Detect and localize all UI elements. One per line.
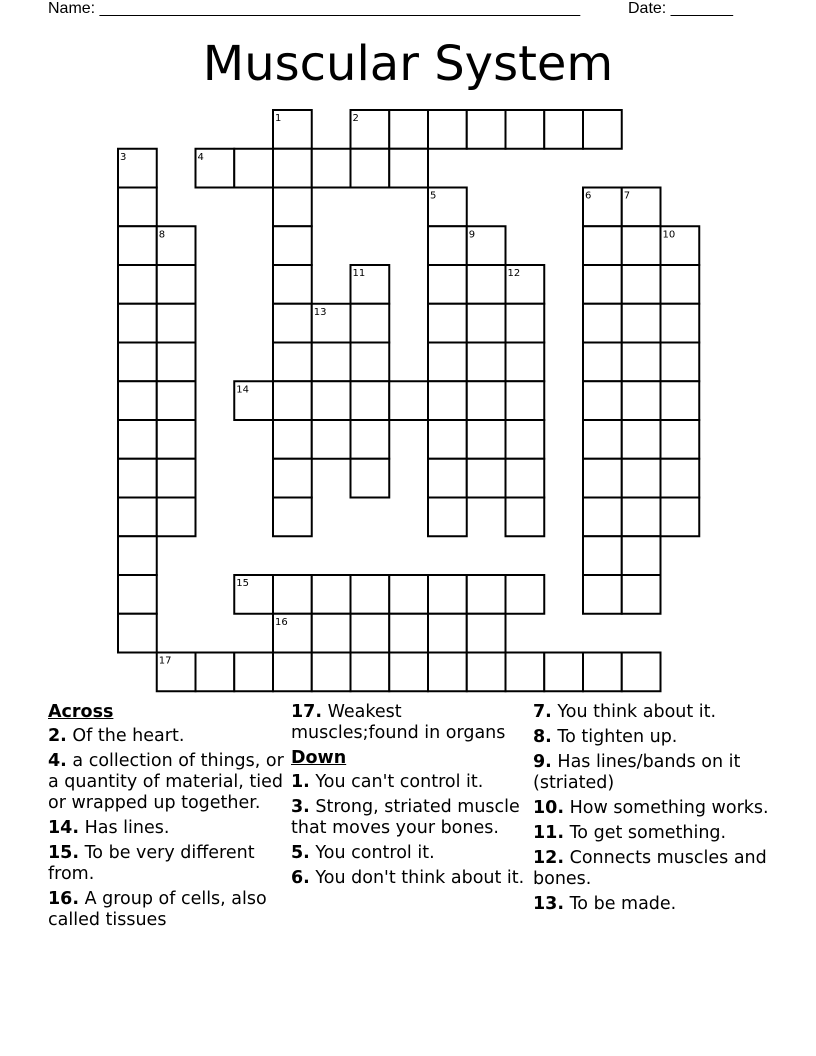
grid-cell[interactable]: [428, 575, 467, 614]
grid-cell[interactable]: [234, 149, 273, 188]
grid-cell[interactable]: [118, 614, 157, 653]
down-clue-10: 10. How something works.: [533, 798, 769, 818]
grid-cell[interactable]: [622, 226, 661, 265]
grid-cell[interactable]: [622, 459, 661, 498]
grid-cell[interactable]: [234, 653, 273, 692]
grid-cell[interactable]: [273, 381, 312, 420]
grid-cell[interactable]: [389, 614, 428, 653]
grid-cell[interactable]: [506, 653, 545, 692]
grid-cell[interactable]: [467, 110, 506, 149]
down-clue-5: 5. You control it.: [291, 843, 435, 863]
grid-cell[interactable]: [467, 265, 506, 304]
grid-cell[interactable]: [506, 343, 545, 382]
down-clue-11: 11. To get something.: [533, 823, 727, 843]
grid-cell[interactable]: [622, 498, 661, 537]
grid-cell[interactable]: [351, 459, 390, 498]
name-field-label: Name: ______________________________________________________: [48, 0, 581, 17]
grid-cell[interactable]: [273, 498, 312, 537]
down-clue-12: 12. Connects muscles and bones.: [533, 848, 767, 889]
grid-cell[interactable]: [583, 498, 622, 537]
grid-cell[interactable]: [661, 498, 700, 537]
grid-cell[interactable]: [389, 110, 428, 149]
grid-cell[interactable]: [312, 343, 351, 382]
across-clue-14: 14. Has lines.: [48, 818, 170, 838]
grid-cell[interactable]: [157, 459, 196, 498]
grid-cell[interactable]: [428, 653, 467, 692]
grid-cell[interactable]: [351, 304, 390, 343]
grid-cell[interactable]: [118, 575, 157, 614]
grid-cell[interactable]: [622, 575, 661, 614]
clue-number-6: 6: [585, 190, 592, 202]
grid-cell[interactable]: [622, 265, 661, 304]
grid-cell[interactable]: [583, 575, 622, 614]
grid-cell[interactable]: [157, 343, 196, 382]
clue-number-8: 8: [158, 229, 166, 241]
grid-cell[interactable]: [622, 420, 661, 459]
grid-cell[interactable]: [622, 343, 661, 382]
grid-cell[interactable]: [583, 420, 622, 459]
grid-cell[interactable]: [583, 110, 622, 149]
grid-cell[interactable]: [273, 343, 312, 382]
grid-cell[interactable]: [661, 420, 700, 459]
grid-cell[interactable]: [467, 575, 506, 614]
grid-cell[interactable]: [351, 381, 390, 420]
down-heading: Down: [291, 748, 347, 768]
grid-cell[interactable]: [118, 265, 157, 304]
grid-cell[interactable]: [118, 188, 157, 227]
across-heading: Across: [48, 702, 114, 722]
grid-cell[interactable]: [506, 575, 545, 614]
down-clue-8: 8. To tighten up.: [533, 727, 678, 747]
grid-cell[interactable]: [467, 420, 506, 459]
grid-cell[interactable]: [661, 459, 700, 498]
clue-number-1: 1: [275, 113, 282, 124]
grid-cell[interactable]: [157, 498, 196, 537]
clue-number-17: 17: [158, 655, 172, 667]
across-clue-16: 16. A group of cells, also called tissues: [48, 889, 267, 930]
date-field-label: Date: _______: [628, 0, 733, 17]
grid-cell[interactable]: [506, 304, 545, 343]
grid-cell[interactable]: [351, 149, 390, 188]
grid-cell[interactable]: [273, 265, 312, 304]
clue-number-4: 4: [197, 151, 204, 163]
grid-cell[interactable]: [312, 420, 351, 459]
grid-cell[interactable]: [273, 459, 312, 498]
down-clue-7: 7. You think about it.: [533, 702, 717, 722]
grid-cell[interactable]: [622, 304, 661, 343]
grid-cell[interactable]: [467, 381, 506, 420]
grid-cell[interactable]: [467, 304, 506, 343]
grid-cell[interactable]: [118, 420, 157, 459]
grid-cell[interactable]: [622, 381, 661, 420]
clue-number-7: 7: [623, 190, 631, 202]
grid-cell[interactable]: [157, 265, 196, 304]
grid-cell[interactable]: [428, 343, 467, 382]
grid-cell[interactable]: [196, 653, 235, 692]
grid-cell[interactable]: [273, 420, 312, 459]
grid-cell[interactable]: [583, 265, 622, 304]
grid-cell[interactable]: [583, 536, 622, 575]
grid-cell[interactable]: [389, 575, 428, 614]
grid-cell[interactable]: [467, 459, 506, 498]
clue-column-1: [48, 702, 284, 935]
grid-cell[interactable]: [583, 653, 622, 692]
down-clue-13: 13. To be made.: [533, 894, 677, 914]
across-clue-2: 2. Of the heart.: [48, 726, 185, 746]
grid-cell[interactable]: [506, 498, 545, 537]
grid-cell[interactable]: [273, 304, 312, 343]
grid-cell[interactable]: [583, 343, 622, 382]
down-clue-9: 9. Has lines/bands on it (striated): [533, 752, 741, 793]
grid-cell[interactable]: [118, 226, 157, 265]
clue-column-3: [533, 702, 769, 919]
grid-cell[interactable]: [389, 381, 428, 420]
grid-cell[interactable]: [428, 304, 467, 343]
grid-cell[interactable]: [351, 653, 390, 692]
grid-cell[interactable]: [583, 226, 622, 265]
grid-cell[interactable]: [312, 575, 351, 614]
grid-cell[interactable]: [428, 110, 467, 149]
across-clue-15: 15. To be very different from.: [48, 843, 255, 884]
grid-cell[interactable]: [312, 614, 351, 653]
grid-cell[interactable]: [506, 381, 545, 420]
grid-cell[interactable]: [622, 536, 661, 575]
down-clue-3: 3. Strong, striated muscle that moves your bones.: [291, 797, 520, 838]
grid-cell[interactable]: [428, 459, 467, 498]
grid-cell[interactable]: [506, 420, 545, 459]
grid-cell[interactable]: [544, 653, 583, 692]
clue-number-13: 13: [313, 306, 327, 318]
grid-cell[interactable]: [351, 614, 390, 653]
grid-cell[interactable]: [351, 575, 390, 614]
grid-cell[interactable]: [157, 420, 196, 459]
grid-cell[interactable]: [583, 304, 622, 343]
grid-cell[interactable]: [428, 420, 467, 459]
grid-cell[interactable]: [312, 653, 351, 692]
grid-cell[interactable]: [157, 381, 196, 420]
across-clue-4: 4. a collection of things, or a quantity of material, tied or wrapped up together.: [48, 751, 284, 813]
page-title: Muscular System: [202, 36, 614, 92]
clue-number-12: 12: [507, 268, 521, 279]
grid-cell[interactable]: [389, 653, 428, 692]
grid-cell[interactable]: [583, 459, 622, 498]
grid-cell[interactable]: [118, 343, 157, 382]
grid-cell[interactable]: [428, 498, 467, 537]
clue-column-2: [291, 702, 527, 893]
grid-cell[interactable]: [351, 420, 390, 459]
clue-number-5: 5: [430, 190, 437, 202]
grid-cell[interactable]: [157, 304, 196, 343]
grid-cell[interactable]: [661, 381, 700, 420]
clue-number-15: 15: [236, 578, 249, 589]
grid-cell[interactable]: [312, 381, 351, 420]
clue-number-14: 14: [236, 384, 249, 396]
grid-cell[interactable]: [428, 226, 467, 265]
grid-cell[interactable]: [273, 575, 312, 614]
grid-cell[interactable]: [467, 653, 506, 692]
grid-cell[interactable]: [428, 381, 467, 420]
grid-cell[interactable]: [661, 265, 700, 304]
grid-cell[interactable]: [506, 459, 545, 498]
grid-cell[interactable]: [467, 614, 506, 653]
down-clue-6: 6. You don't think about it.: [291, 868, 525, 888]
grid-cell[interactable]: [506, 110, 545, 149]
clue-number-16: 16: [275, 616, 288, 628]
grid-cell[interactable]: [273, 653, 312, 692]
clue-number-10: 10: [662, 229, 676, 241]
grid-cell[interactable]: [273, 188, 312, 227]
grid-cell[interactable]: [351, 343, 390, 382]
grid-cell[interactable]: [273, 149, 312, 188]
grid-cell[interactable]: [118, 536, 157, 575]
grid-cell[interactable]: [467, 343, 506, 382]
grid-cell[interactable]: [118, 304, 157, 343]
grid-cell[interactable]: [428, 614, 467, 653]
down-clue-1: 1. You can't control it.: [291, 772, 484, 792]
grid-cell[interactable]: [118, 498, 157, 537]
clue-number-9: 9: [468, 229, 476, 241]
grid-cell[interactable]: [661, 343, 700, 382]
clue-number-3: 3: [120, 151, 127, 163]
clue-number-11: 11: [352, 268, 366, 279]
grid-cell[interactable]: [622, 653, 661, 692]
grid-cell[interactable]: [273, 226, 312, 265]
grid-cell[interactable]: [118, 381, 157, 420]
grid-cell[interactable]: [389, 149, 428, 188]
grid-cell[interactable]: [544, 110, 583, 149]
clue-number-2: 2: [352, 113, 359, 124]
grid-cell[interactable]: [312, 149, 351, 188]
grid-cell[interactable]: [583, 381, 622, 420]
grid-cell[interactable]: [428, 265, 467, 304]
across-clue-17: 17. Weakest muscles;found in organs: [291, 702, 506, 743]
grid-cell[interactable]: [661, 304, 700, 343]
grid-cell[interactable]: [118, 459, 157, 498]
